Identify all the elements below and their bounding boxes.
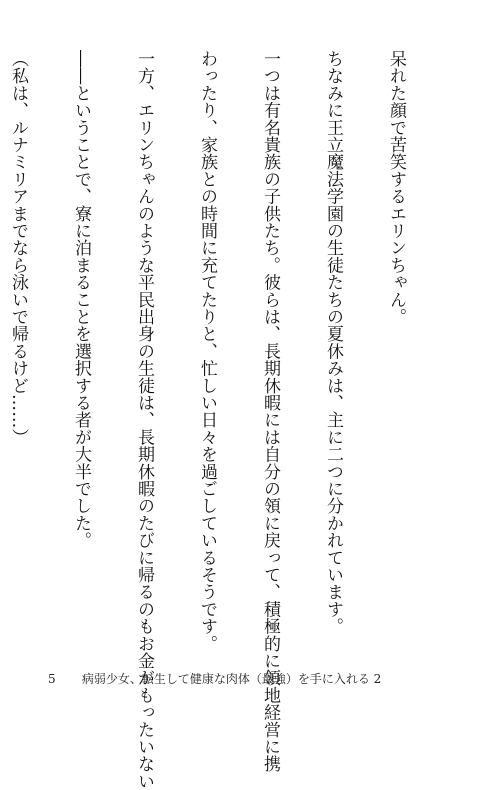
text-line: わったり、家族との時間に充てたりと、忙しい日々を過ごしているそうです。	[197, 50, 217, 652]
book-title: 病弱少女、転生して健康な肉体（最強）を手に入れる 2	[81, 672, 382, 686]
page-number: 5	[48, 672, 56, 686]
text-line: 一つは有名貴族の子供たち。彼らは、長期休暇には自分の領に戻って、積極的に領地経営に携	[260, 50, 280, 773]
text-line: ちなみに王立魔法学園の生徒たちの夏休みは、主に二つに分かれています。	[323, 50, 343, 635]
text-line: （私は、ルナミリアまでなら泳いで帰るけど……）	[8, 50, 28, 446]
text-line: 一方、エリンちゃんのような平民出身の生徒は、長期休暇のたびに帰るのもお金がもったいない	[134, 50, 154, 790]
text-line: ――ということで、寮に泊まることを選択する者が大半でした。	[71, 50, 91, 549]
page-footer	[48, 670, 381, 687]
text-line: 呆れた顔で苦笑するエリンちゃん。	[386, 50, 406, 326]
